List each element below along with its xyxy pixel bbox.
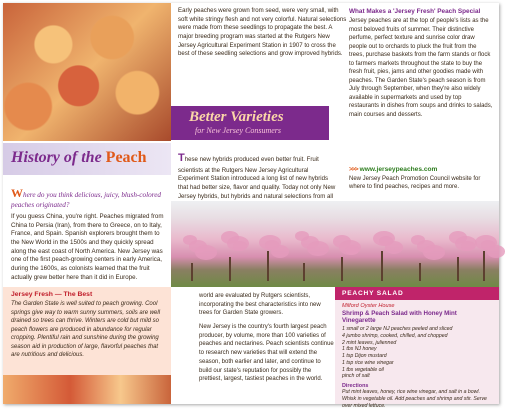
website-box [343,163,499,201]
tree-trunk [419,263,421,281]
blossom-cluster [385,241,403,254]
tree-trunk [267,251,269,281]
page-title-accent: Peach [105,149,147,166]
intro-body: If you guess China, you're right. Peaches migrated from China to Persia (Iran), from there to Greece, on to Italy, France, and Spain. Spanish explorers brought them to the New World in the 1500s and they quickly spread along the east coast of North America. New Jersey was one of the first peach-growing centers in early America, during the 1600s, as colonists learned that the fruit actually grew better here than it did in Europe. [11,213,164,281]
website-link-row [349,166,493,173]
tree-trunk [229,257,231,281]
blossom-cluster [345,245,359,255]
brochure-page [3,3,499,409]
research-text-2: New Jersey is the country's fourth largest peach producer, by volume, more than 100 varieties of peaches and nectarines. Peach scientists continue to research new varieties that will extend the season, both earlier and later, and continue to build our state's reputation for possibly the prettiest, largest, tastiest peaches in the world. [199,324,334,383]
jersey-fresh-box [3,287,171,377]
page-title-prefix: History of the [11,149,106,166]
directions-label: Directions [342,383,369,389]
blossom-cluster [307,241,329,256]
ingredient-item: 4 jumbo shrimp, cooked, chilled, and chopped [342,332,448,339]
recipe-box [335,287,499,409]
early-peaches-text: Early peaches were grown from seed, were very small, with soft white stringy flesh and not very colorful. Natural selections were made from these seedlings to propagate the best. A major breeding program was started at the Rutgers New Jersey Agricultural Experiment Station in 1907 to cross the best of these seedling selections and grow improved hybrids. [178,7,347,58]
jersey-fresh-special-title: What Makes a 'Jersey Fresh' Peach Special [349,8,481,15]
intro-question-text: here do you think delicious, juicy, blush-colored peaches originated? [11,191,161,210]
recipe-content [335,300,499,412]
website-description: New Jersey Peach Promotion Council website for where to find peaches, recipes and more. [349,176,481,191]
tree-trunk [191,263,193,281]
ingredient-item: 1 tsp rice wine vinegar [342,359,394,366]
tree-trunk [483,251,485,281]
blossom-cluster [195,245,217,260]
ingredient-item: 1 tbs NJ honey [342,346,377,353]
jersey-fresh-text: The Garden State is well suited to peach growing. Cool springs give way to warm sunny summers, soils are well drained so trees can thrive. Winters are cold but mild so peach flowers are produced in abundance for regular cropping. Plentiful rain and sunshine during the growing season aid in production of large, flavorful peaches that are nutritious and delicious. [11,301,161,359]
ingredient-item: pinch of salt [342,373,370,380]
better-varieties-title: Better Varieties [189,109,284,125]
blossom-cluster [271,245,289,258]
ingredient-item: 1 small or 2 large NJ peaches peeled and sliced [342,326,453,332]
intro-dropcap: W [11,186,23,200]
orchard-photo [171,201,499,287]
jersey-fresh-heading: Jersey Fresh — The Best [11,291,93,298]
arrows-icon: >>> [349,166,358,173]
hybrids-text-body: hese new hybrids produced even better fruit. Fruit scientists at the Rutgers New Jersey Agricultural Experiment Station introduced a long list of new hybrids that had better size, flavor and quality. Today not only New Jersey hybrids, but hybrids and natural selections from all [178,156,336,200]
ingredient-item: 1 tsp Dijon mustard [342,353,387,359]
better-varieties-subtitle: for New Jersey Consumers [195,126,281,135]
intro-question [11,185,167,211]
ingredient-item: 2 mint leaves, julienned [342,339,397,346]
peach-basket-photo [3,3,171,141]
recipe-header: PEACHY SALAD [335,287,499,300]
blossom-cluster [461,241,475,251]
sliced-peach-photo [3,375,171,404]
tree-trunk [303,263,305,281]
ingredient-item: 1 tbs vegetable oil [342,366,384,373]
blossom-cluster [233,241,247,251]
recipe-title: Shrimp & Peach Salad with Honey Mint Vinegarette [342,310,457,324]
tree-trunk [457,257,459,281]
directions-text: Put mint leaves, honey, rice wine vinegar, and salt in a bowl. Whisk in vegetable oil. Add peaches and shrimp and stir. Serve over mixed lettuce. [342,389,487,409]
blossom-cluster [487,245,505,258]
tree-trunk [341,257,343,281]
page-title [11,149,147,167]
blossom-cluster [423,245,445,260]
research-text [199,292,335,384]
ingredient-list [342,326,492,380]
tree-trunk [381,251,383,281]
recipe-source: Milford Oyster House [342,303,395,309]
research-text-1: world are evaluated by Rutgers scientists, incorporating the best characteristics into new trees for Garden State growers. [199,293,321,317]
website-link[interactable]: www.jerseypeaches.com [359,166,438,173]
jersey-fresh-special-text: Jersey peaches are at the top of people's lists as the most beloved fruits of summer. Their distinctive perfume, perfect texture and sunrise color draw people out to orchards to pluck the fruit from the trees, purchase baskets from the farm stands or flock to farmers markets throughout the state to buy the fresh fruit, pies, jams and other goodies made with peaches. The Garden State's peach season is from July through September, when they're also widely available in supermarkets and used by top restaurants in dishes from soups and drinks to salads, main courses and desserts. [349,18,493,118]
hybrids-dropcap: T [178,152,185,164]
